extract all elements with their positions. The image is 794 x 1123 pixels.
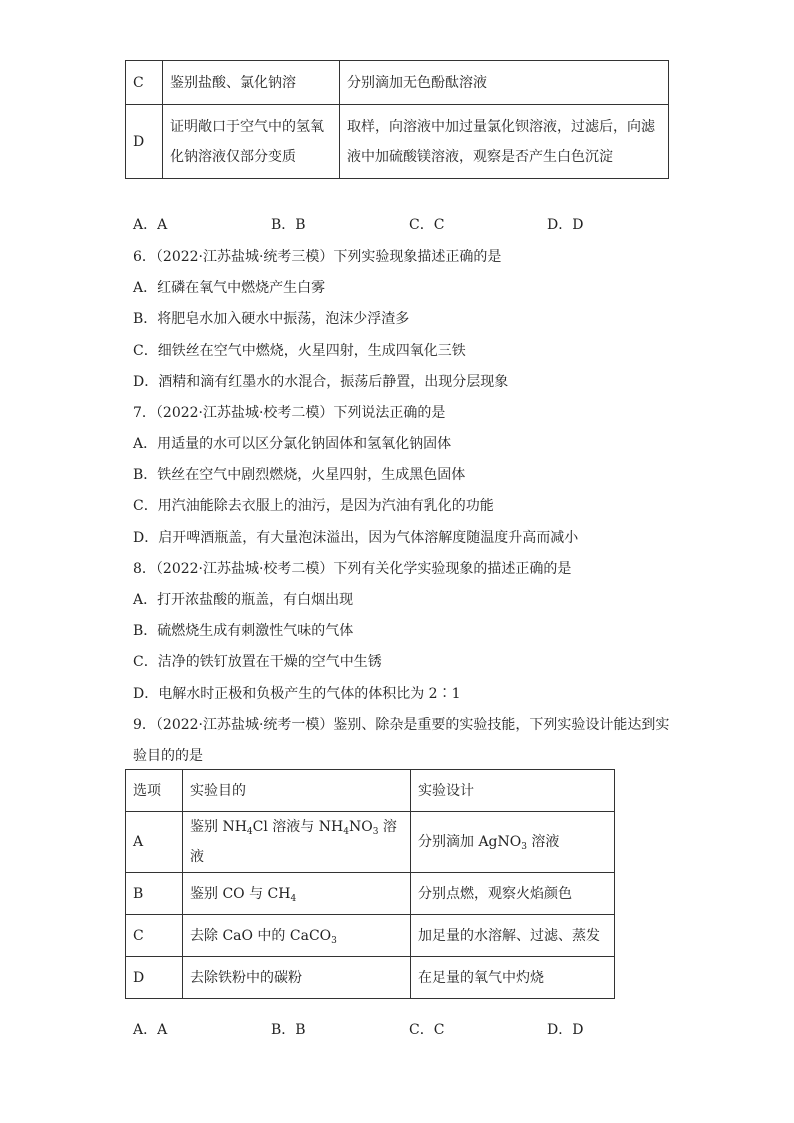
question-8-choice-a: A．打开浓盐酸的瓶盖，有白烟出现 bbox=[133, 592, 354, 608]
header-purpose: 实验目的 bbox=[183, 770, 411, 812]
option-a: A．A bbox=[133, 217, 168, 233]
option-c: C．C bbox=[409, 217, 445, 233]
question-6-stem: 6．（2022·江苏盐城·统考三模）下列实验现象描述正确的是 bbox=[133, 249, 502, 265]
question-8-choice-c: C．洁净的铁钉放置在干燥的空气中生锈 bbox=[133, 654, 382, 670]
table-row bbox=[126, 915, 615, 957]
question-8-stem: 8．（2022·江苏盐城·校考二模）下列有关化学实验现象的描述正确的是 bbox=[133, 561, 572, 577]
option-cell: C bbox=[126, 61, 163, 105]
design-cell: 加足量的水溶解、过滤、蒸发 bbox=[411, 915, 615, 957]
purpose-line: 化钠溶液仅部分变质 bbox=[170, 148, 296, 165]
option-b: B．B bbox=[271, 1022, 306, 1038]
question-7-stem: 7．（2022·江苏盐城·校考二模）下列说法正确的是 bbox=[133, 405, 446, 421]
table-row bbox=[126, 873, 615, 915]
header-option: 选项 bbox=[126, 770, 183, 812]
option-c: C．C bbox=[409, 1022, 445, 1038]
question-8-choice-b: B．硫燃烧生成有刺激性气味的气体 bbox=[133, 623, 354, 639]
purpose-cell: 去除铁粉中的碳粉 bbox=[183, 957, 411, 999]
design-cell: 分别滴加 AgNO$_3$ 溶液 bbox=[411, 812, 615, 873]
table-row bbox=[126, 105, 669, 179]
design-cell: 分别滴加无色酚酞溶液 bbox=[340, 61, 669, 105]
purpose-cell bbox=[163, 105, 340, 179]
table-row bbox=[126, 957, 615, 999]
table-header-row bbox=[126, 770, 615, 812]
purpose-cell: 鉴别盐酸、氯化钠溶 bbox=[163, 61, 340, 105]
option-cell: B bbox=[126, 873, 183, 915]
question-9-stem: 9．（2022·江苏盐城·统考一模）鉴别、除杂是重要的实验技能，下列实验设计能达到实 bbox=[133, 717, 670, 733]
option-cell: C bbox=[126, 915, 183, 957]
design-line: 取样，向溶液中加过量氯化钡溶液，过滤后，向滤 bbox=[347, 118, 655, 135]
question-7-choice-a: A．用适量的水可以区分氯化钠固体和氢氧化钠固体 bbox=[133, 436, 452, 452]
experiment-table bbox=[125, 769, 615, 999]
option-cell: A bbox=[126, 812, 183, 873]
option-cell: D bbox=[126, 105, 163, 179]
purpose-cell: 鉴别 $NH_4Cl$ 溶液与 $NH_4NO_3$ 溶液 bbox=[183, 812, 411, 873]
header-design: 实验设计 bbox=[411, 770, 615, 812]
option-d: D．D bbox=[547, 1022, 584, 1038]
design-cell: 分别点燃，观察火焰颜色 bbox=[411, 873, 615, 915]
question-6-choice-b: B．将肥皂水加入硬水中振荡，泡沫少浮渣多 bbox=[133, 311, 410, 327]
question-9-stem-cont: 验目的的是 bbox=[133, 748, 203, 764]
question-6-choice-d: D．酒精和滴有红墨水的水混合，振荡后静置，出现分层现象 bbox=[133, 374, 509, 390]
option-a: A．A bbox=[133, 1022, 168, 1038]
table-row bbox=[126, 812, 615, 873]
question-6-choice-a: A．红磷在氧气中燃烧产生白雾 bbox=[133, 280, 326, 296]
question-8-choice-d: D．电解水时正极和负极产生的气体的体积比为 2∶1 bbox=[133, 686, 461, 702]
purpose-cell: 去除 CaO 中的 CaCO$_3$ bbox=[183, 915, 411, 957]
question-6-choice-c: C．细铁丝在空气中燃烧，火星四射，生成四氧化三铁 bbox=[133, 343, 466, 359]
design-line: 液中加硫酸镁溶液，观察是否产生白色沉淀 bbox=[347, 148, 613, 165]
question-7-choice-b: B．铁丝在空气中剧烈燃烧，火星四射，生成黑色固体 bbox=[133, 467, 466, 483]
question-7-choice-c: C．用汽油能除去衣服上的油污，是因为汽油有乳化的功能 bbox=[133, 498, 494, 514]
purpose-line: 证明敞口于空气中的氢氧 bbox=[170, 118, 324, 135]
purpose-cell: 鉴别 CO 与 $CH_4$ bbox=[183, 873, 411, 915]
option-b: B．B bbox=[271, 217, 306, 233]
design-cell bbox=[340, 105, 669, 179]
option-d: D．D bbox=[547, 217, 584, 233]
experiment-table-top bbox=[125, 60, 669, 179]
question-7-choice-d: D．启开啤酒瓶盖，有大量泡沫溢出，因为气体溶解度随温度升高而减小 bbox=[133, 530, 579, 546]
design-cell: 在足量的氧气中灼烧 bbox=[411, 957, 615, 999]
table-row bbox=[126, 61, 669, 105]
option-cell: D bbox=[126, 957, 183, 999]
